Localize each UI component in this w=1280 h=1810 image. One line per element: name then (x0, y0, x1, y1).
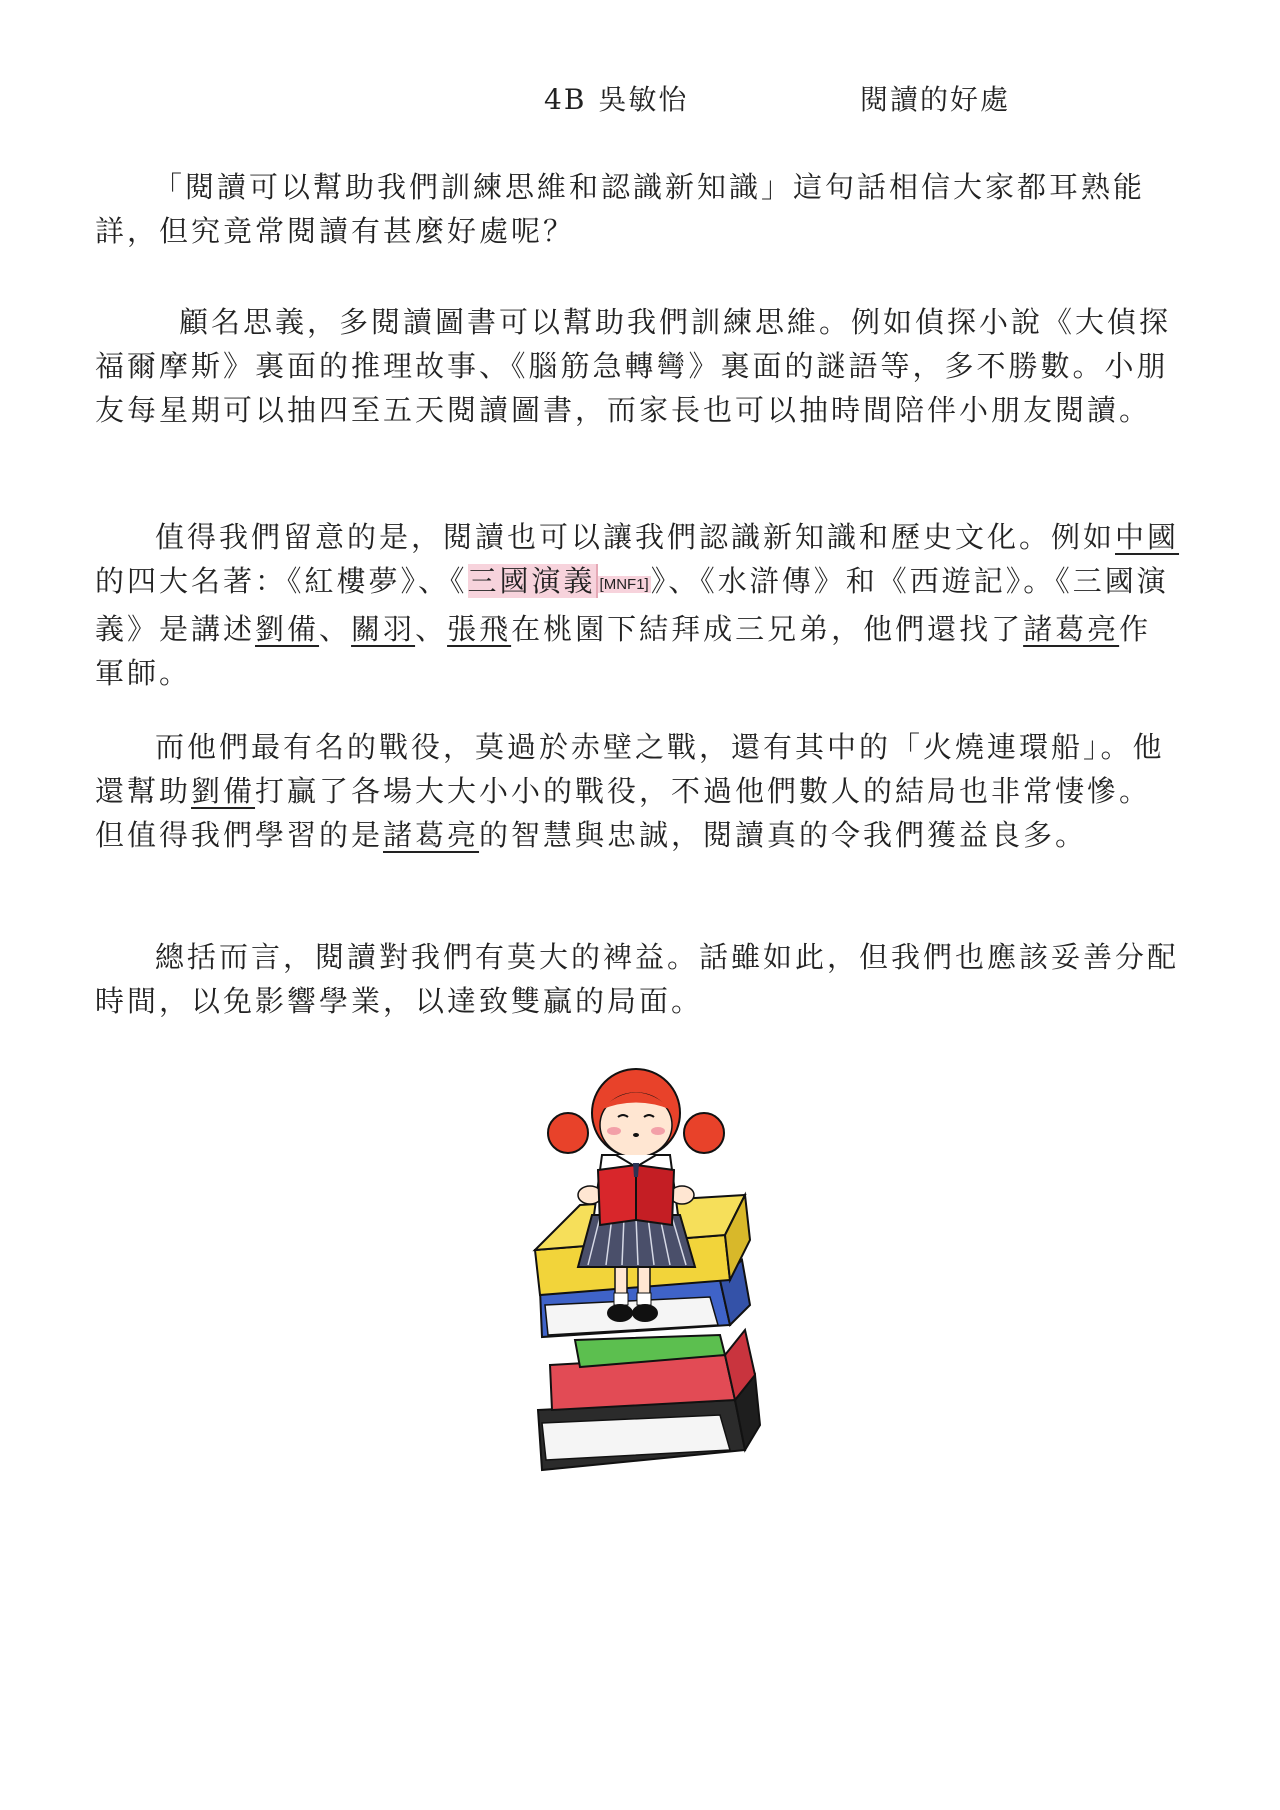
paragraph-conclusion: 總括而言，閱讀對我們有莫大的裨益。話雖如此，但我們也應該妥善分配時間，以免影響學業，以達致雙贏的局面。 (95, 940, 1180, 1018)
proper-noun-zhangfei: 張飛 (447, 612, 512, 646)
paragraph-battles (95, 725, 1180, 857)
document-header (544, 78, 1011, 118)
text-run: 》、《水滸傳》和《西遊記》。《三國演義》是講述 (95, 564, 1169, 646)
proper-noun-zhugeliang: 諸葛亮 (1023, 612, 1120, 646)
text-run: 作軍師。 (95, 612, 1152, 690)
girl-reading-on-books-illustration (520, 1055, 780, 1515)
text-run: 、 (415, 612, 448, 646)
comment-highlight[interactable]: 三國演義 (467, 564, 596, 598)
document-title: 閱讀的好處 (860, 83, 1011, 116)
author-class: 4B (544, 83, 587, 116)
text-run: 打贏了各場大大小小的戰役，不過他們數人的結局也非常悽慘。但值得我們學習的是 (95, 774, 1152, 852)
proper-noun-guanyu: 關羽 (351, 612, 416, 646)
paragraph-intro: 「閱讀可以幫助我們訓練思維和認識新知識」這句話相信大家都耳熟能詳，但究竟常閱讀有甚麼好處呢？ (95, 170, 1146, 248)
proper-noun-zhugeliang: 諸葛亮 (383, 818, 480, 852)
proper-noun-liubei: 劉備 (255, 612, 320, 646)
text-run: 的四大名著：《紅樓夢》、《 (95, 564, 468, 598)
text-run: 、 (319, 612, 352, 646)
text-run: 的智慧與忠誠，閱讀真的令我們獲益良多。 (479, 818, 1088, 852)
text-run: 值得我們留意的是，閱讀也可以讓我們認識新知識和歷史文化。例如 (155, 520, 1116, 554)
text-run: 在桃園下結拜成三兄弟，他們還找了 (511, 612, 1024, 646)
text-run: 而他們最有名的戰役，莫過於赤壁之戰，還有其中的「火燒連環船」。他還幫助 (95, 730, 1165, 808)
illustration-svg (520, 1055, 780, 1515)
proper-noun-china: 中國 (1115, 520, 1180, 554)
comment-reference[interactable]: [MNF1] (599, 576, 649, 593)
proper-noun-liubei: 劉備 (191, 774, 256, 808)
author-name: 吳敏怡 (598, 83, 689, 116)
paragraph-knowledge (95, 515, 1180, 695)
paragraph-thinking: 顧名思義，多閱讀圖書可以幫助我們訓練思維。例如偵探小說《大偵探福爾摩斯》裏面的推理故事、《腦筋急轉彎》裏面的謎語等，多不勝數。小朋友每星期可以抽四至五天閱讀圖書，而家長也可以抽時間陪伴小朋友閱讀。 (95, 305, 1172, 427)
